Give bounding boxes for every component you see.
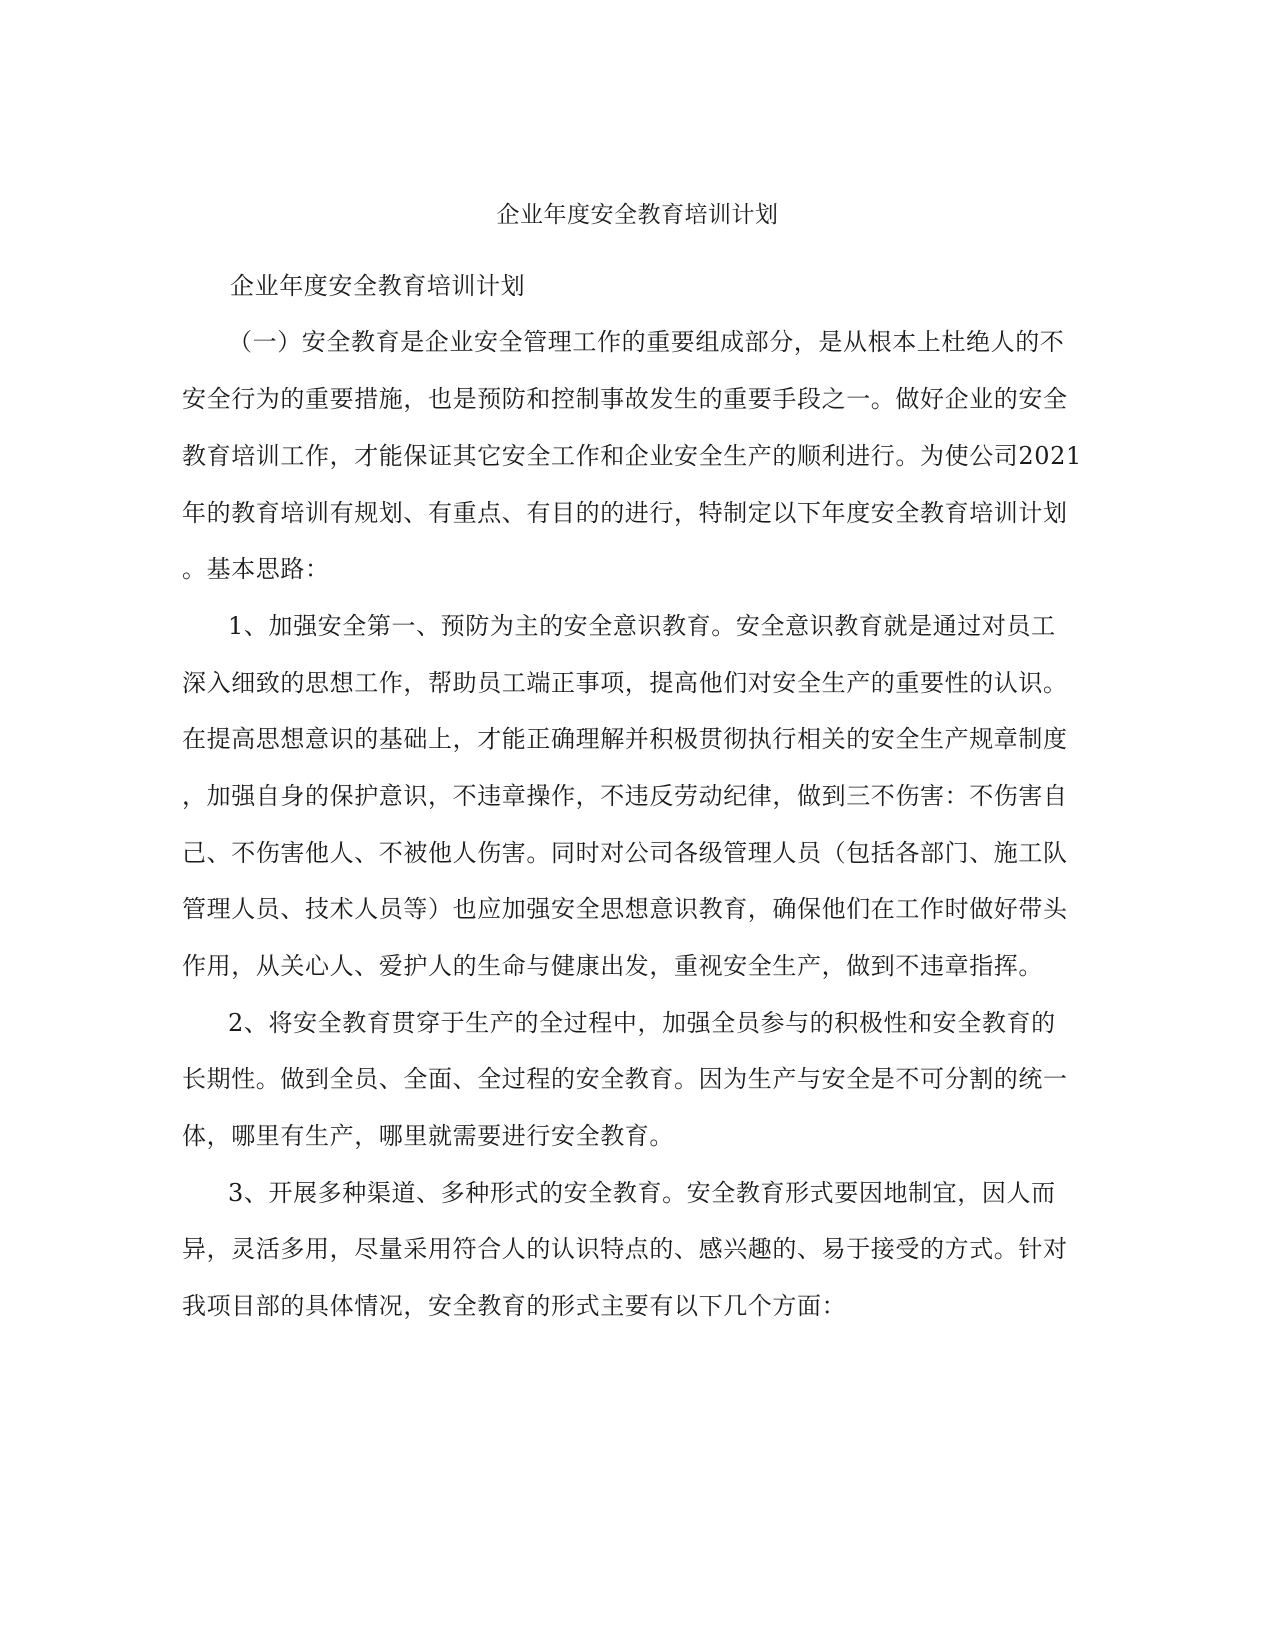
- paragraph-2-line-6: 管理人员、技术人员等）也应加强安全思想意识教育，确保他们在工作时做好带头: [182, 895, 1068, 923]
- document-title: 企业年度安全教育培训计划: [496, 202, 779, 228]
- subtitle-line: 企业年度安全教育培训计划: [230, 272, 526, 300]
- paragraph-2-line-3: 在提高思想意识的基础上，才能正确理解并积极贯彻执行相关的安全生产规章制度: [182, 725, 1068, 753]
- paragraph-4-line-1: 3、开展多种渠道、多种形式的安全教育。安全教育形式要因地制宜，因人而: [228, 1179, 1056, 1207]
- paragraph-3-line-2: 长期性。做到全员、全面、全过程的安全教育。因为生产与安全是不可分割的统一: [182, 1065, 1068, 1093]
- paragraph-3-line-3: 体，哪里有生产，哪里就需要进行安全教育。: [182, 1122, 674, 1150]
- paragraph-1-line-5: 。基本思路：: [182, 555, 330, 583]
- paragraph-2-line-7: 作用，从关心人、爱护人的生命与健康出发，重视安全生产，做到不违章指挥。: [182, 952, 1043, 980]
- paragraph-2-line-1: 1、加强安全第一、预防为主的安全意识教育。安全意识教育就是通过对员工: [228, 612, 1056, 640]
- paragraph-2-line-4: ，加强自身的保护意识，不违章操作，不违反劳动纪律，做到三不伤害：不伤害自: [182, 782, 1068, 810]
- paragraph-4-line-2: 异，灵活多用，尽量采用符合人的认识特点的、感兴趣的、易于接受的方式。针对: [182, 1235, 1068, 1263]
- paragraph-4-line-3: 我项目部的具体情况，安全教育的形式主要有以下几个方面：: [182, 1292, 847, 1320]
- paragraph-2-line-2: 深入细致的思想工作，帮助员工端正事项，提高他们对安全生产的重要性的认识。: [182, 669, 1068, 697]
- paragraph-3-line-1: 2、将安全教育贯穿于生产的全过程中，加强全员参与的积极性和安全教育的: [228, 1009, 1056, 1037]
- paragraph-1-line-2: 安全行为的重要措施，也是预防和控制事故发生的重要手段之一。做好企业的安全: [182, 385, 1068, 413]
- paragraph-2-line-5: 己、不伤害他人、不被他人伤害。同时对公司各级管理人员（包括各部门、施工队: [182, 839, 1068, 867]
- paragraph-1-line-4: 年的教育培训有规划、有重点、有目的的进行，特制定以下年度安全教育培训计划: [182, 499, 1068, 527]
- paragraph-1-line-3: 教育培训工作，才能保证其它安全工作和企业安全生产的顺利进行。为使公司2021: [182, 442, 1082, 470]
- paragraph-1-line-1: （一）安全教育是企业安全管理工作的重要组成部分，是从根本上杜绝人的不: [228, 328, 1065, 356]
